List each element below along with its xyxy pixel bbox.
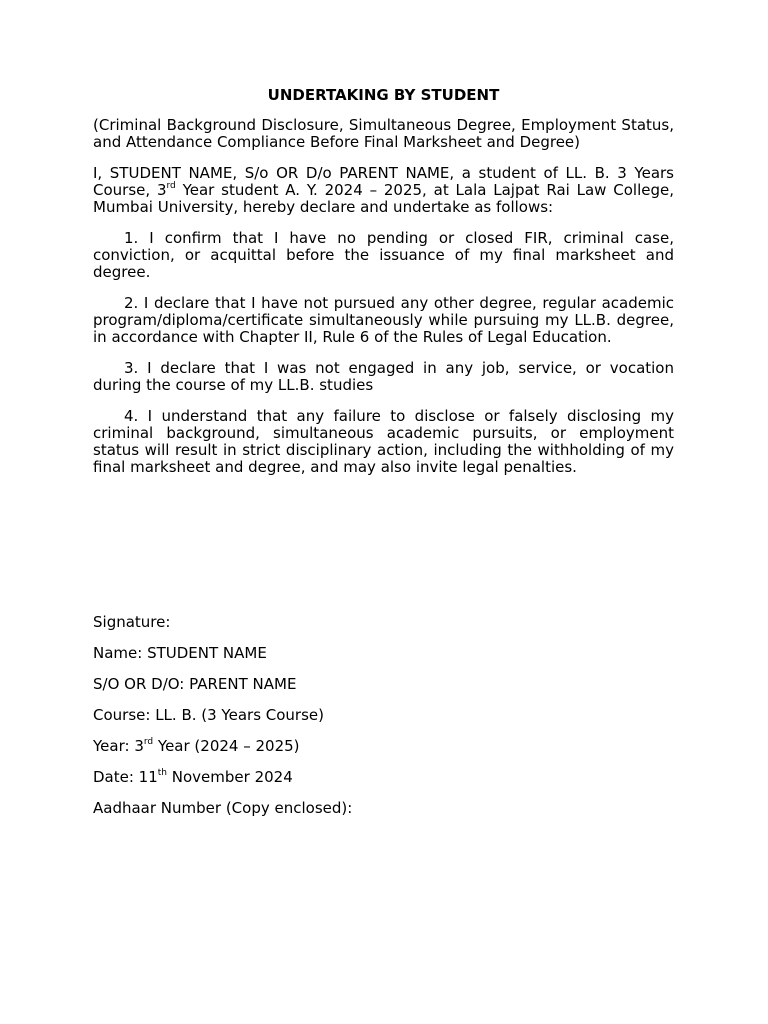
aadhaar-field: Aadhaar Number (Copy enclosed): xyxy=(93,799,353,817)
course-field: Course: LL. B. (3 Years Course) xyxy=(93,706,324,724)
intro-ordinal-sup: rd xyxy=(166,181,176,191)
clause-3: 3. I declare that I was not engaged in any job, service, or vocation during the course of my LL.B. studies xyxy=(93,359,674,394)
document-subtitle: (Criminal Background Disclosure, Simultaneous Degree, Employment Status, and Attendance Compliance Before Final Marksheet and Degree) xyxy=(93,116,674,151)
signature-field: Signature: xyxy=(93,613,171,631)
date-suffix: November 2024 xyxy=(167,768,293,786)
intro-text-part2: Year student A. Y. 2024 – 2025, at Lala Lajpat Rai Law College, Mumbai University, hereby declare and undertake as follows: xyxy=(93,181,674,216)
year-suffix: Year (2024 – 2025) xyxy=(153,737,300,755)
intro-text-part1: I, STUDENT NAME, S/o OR D/o PARENT NAME, a student of LL. B. 3 Years Course, 3 xyxy=(93,164,674,199)
date-prefix: Date: 11 xyxy=(93,768,158,786)
document-title: UNDERTAKING BY STUDENT xyxy=(267,86,500,104)
clause-1: 1. I confirm that I have no pending or closed FIR, criminal case, conviction, or acquittal before the issuance of my final marksheet and degree. xyxy=(93,229,674,281)
parent-field: S/O OR D/O: PARENT NAME xyxy=(93,675,297,693)
date-field xyxy=(93,769,674,786)
intro-paragraph xyxy=(93,165,674,216)
signature-space xyxy=(93,490,674,614)
clause-4: 4. I understand that any failure to disclose or falsely disclosing my criminal background, simultaneous academic pursuits, or employment status will result in strict disciplinary action, including the withholding of my final marksheet and degree, and may also invite legal penalties. xyxy=(93,407,674,476)
name-field: Name: STUDENT NAME xyxy=(93,644,267,662)
clause-2: 2. I declare that I have not pursued any other degree, regular academic program/diploma/certificate simultaneously while pursuing my LL.B. degree, in accordance with Chapter II, Rule 6 of the Rules of Legal Education. xyxy=(93,294,674,346)
year-ordinal-sup: rd xyxy=(143,737,154,747)
document-page xyxy=(93,87,674,831)
year-field xyxy=(93,738,674,755)
date-ordinal-sup: th xyxy=(157,768,167,778)
year-prefix: Year: 3 xyxy=(93,737,144,755)
